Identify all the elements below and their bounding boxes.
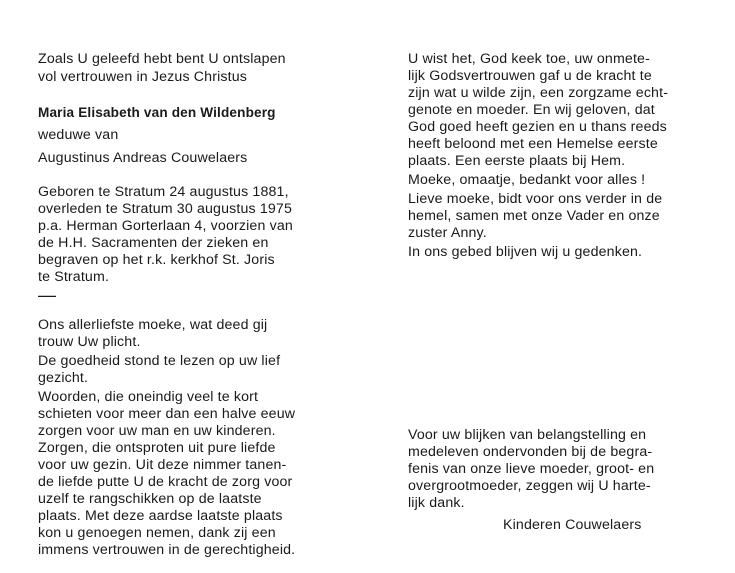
bio-line-2: overleden te Stratum 30 augustus 1975 [38,201,292,217]
poem-line-12: plaats. Met deze aardse laatste plaats [38,508,283,524]
poem-line-7: zorgen voor uw man en uw kinderen. [38,423,276,439]
bio-line-6: te Stratum. [38,269,110,285]
thanks-line-5: lijk dank. [408,495,465,511]
poem-line-6: schieten voor meer dan een halve eeuw [38,406,296,422]
para1-line-4: genote en moeder. En wij geloven, dat [408,102,655,118]
poem-line-4: gezicht. [38,370,89,386]
thanks-line-3: fenis van onze lieve moeder, groot- en [408,461,655,477]
bio-line-4: de H.H. Sacramenten der zieken en [38,235,269,251]
para1-line-2: lijk Godsvertrouwen gaf u de kracht te [408,68,652,84]
para4-line-1: In ons gebed blijven wij u gedenken. [408,244,643,260]
poem-line-3: De goedheid stond te lezen op uw lief [38,353,281,369]
para1-line-6: heeft beloond met een Hemelse eerste [408,136,658,152]
para1-line-3: zijn wat u wilde zijn, een zorgzame echt- [408,85,669,101]
signature: Kinderen Couwelaers [503,517,642,533]
poem-line-9: voor uw gezin. Uit deze nimmer tanen- [38,457,287,473]
para1-line-1: U wist het, God keek toe, uw onmete- [408,51,650,67]
para2-line-1: Moeke, omaatje, bedankt voor alles ! [408,172,646,188]
para3-line-3: zuster Anny. [408,225,487,241]
poem-line-2: trouw Uw plicht. [38,334,141,350]
poem-line-1: Ons allerliefste moeke, wat deed gij [38,317,268,333]
poem-line-11: uzelf te rangschikken op de laatste [38,491,262,507]
bio-line-3: p.a. Herman Gorterlaan 4, voorzien van [38,218,293,234]
para3-line-2: hemel, samen met onze Vader en onze [408,208,660,224]
thanks-line-4: overgrootmoeder, zeggen wij U harte- [408,478,651,494]
intro-line-1: Zoals U geleefd hebt bent U ontslapen [38,51,286,67]
intro-line-2: vol vertrouwen in Jezus Christus [38,69,248,85]
poem-line-10: de liefde putte U de kracht de zorg voor [38,474,293,490]
separator-dash: — [38,285,57,305]
poem-line-5: Woorden, die oneindig veel te kort [38,389,259,405]
deceased-name: Maria Elisabeth van den Wildenberg [38,105,276,120]
thanks-line-1: Voor uw blijken van belangstelling en [408,427,647,443]
widow-of-label: weduwe van [38,127,119,143]
bio-line-5: begraven op het r.k. kerkhof St. Joris [38,252,275,268]
poem-line-13: kon u genoegen nemen, dank zij een [38,525,276,541]
para1-line-7: plaats. Een eerste plaats bij Hem. [408,153,626,169]
poem-line-8: Zorgen, die ontsproten uit pure liefde [38,440,276,456]
husband-name: Augustinus Andreas Couwelaers [38,150,248,166]
thanks-line-2: medeleven ondervonden bij de begra- [408,444,653,460]
poem-line-14: immens vertrouwen in de gerechtigheid. [38,542,296,558]
para3-line-1: Lieve moeke, bidt voor ons verder in de [408,191,663,207]
bio-line-1: Geboren te Stratum 24 augustus 1881, [38,184,289,200]
para1-line-5: God goed heeft gezien en u thans reeds [408,119,667,135]
